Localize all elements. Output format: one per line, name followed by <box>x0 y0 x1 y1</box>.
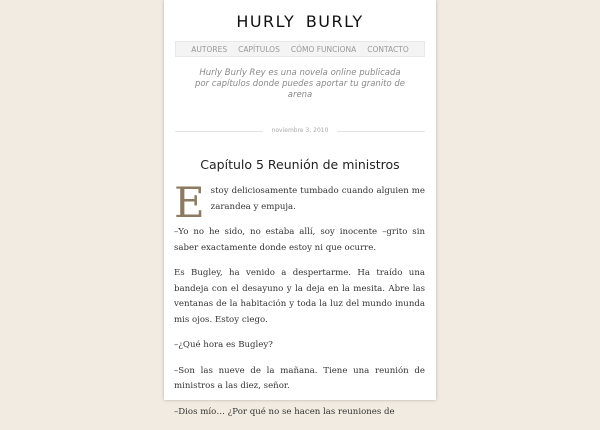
post-paragraph-2: –Yo no he sido, no estaba allí, soy inocente –grito sin saber exactamente donde estoy ni que ocurre. <box>174 227 425 253</box>
post-paragraph-3: Es Bugley, ha venido a despertarme. Ha traído una bandeja con el desayuno y la deja en la mesita. Abre las ventanas de la habitación y toda la luz del mundo inunda mis ojos. Estoy ciego. <box>174 268 425 325</box>
post-title[interactable]: Capítulo 5 Reunión de ministros <box>200 157 400 172</box>
main-nav <box>175 41 425 57</box>
post-paragraph-4: –¿Qué hora es Bugley? <box>174 340 273 350</box>
site-tagline: Hurly Burly Rey es una novela online publicada por capítulos donde puedes aportar tu granito de arena <box>194 68 406 100</box>
date-divider-right <box>337 131 425 132</box>
nav-item-contacto[interactable]: CONTACTO <box>367 44 409 54</box>
site-title[interactable]: HURLY BURLY <box>236 12 364 31</box>
post-paragraph-5: –Son las nueve de la mañana. Tiene una reunión de ministros a las diez, señor. <box>174 365 425 391</box>
page-container <box>164 0 436 417</box>
post-content <box>174 178 425 430</box>
nav-item-como-funciona[interactable]: CÓMO FUNCIONA <box>290 44 357 54</box>
nav-item-autores[interactable]: AUTORES <box>191 44 228 54</box>
date-divider-left <box>175 131 263 132</box>
post-date: noviembre 3, 2010 <box>271 127 329 134</box>
post-paragraph-6: –Dios mío… ¿Por qué no se hacen las reuniones de <box>174 406 395 417</box>
paragraph-text: stoy deliciosamente tumbado cuando alguien me zarandea y empuja. <box>210 186 425 212</box>
drop-cap: E <box>174 178 205 227</box>
post-date-row <box>175 126 425 136</box>
post-paragraph-1 <box>174 178 425 227</box>
nav-item-capitulos[interactable]: CAPÍTULOS <box>238 44 280 54</box>
